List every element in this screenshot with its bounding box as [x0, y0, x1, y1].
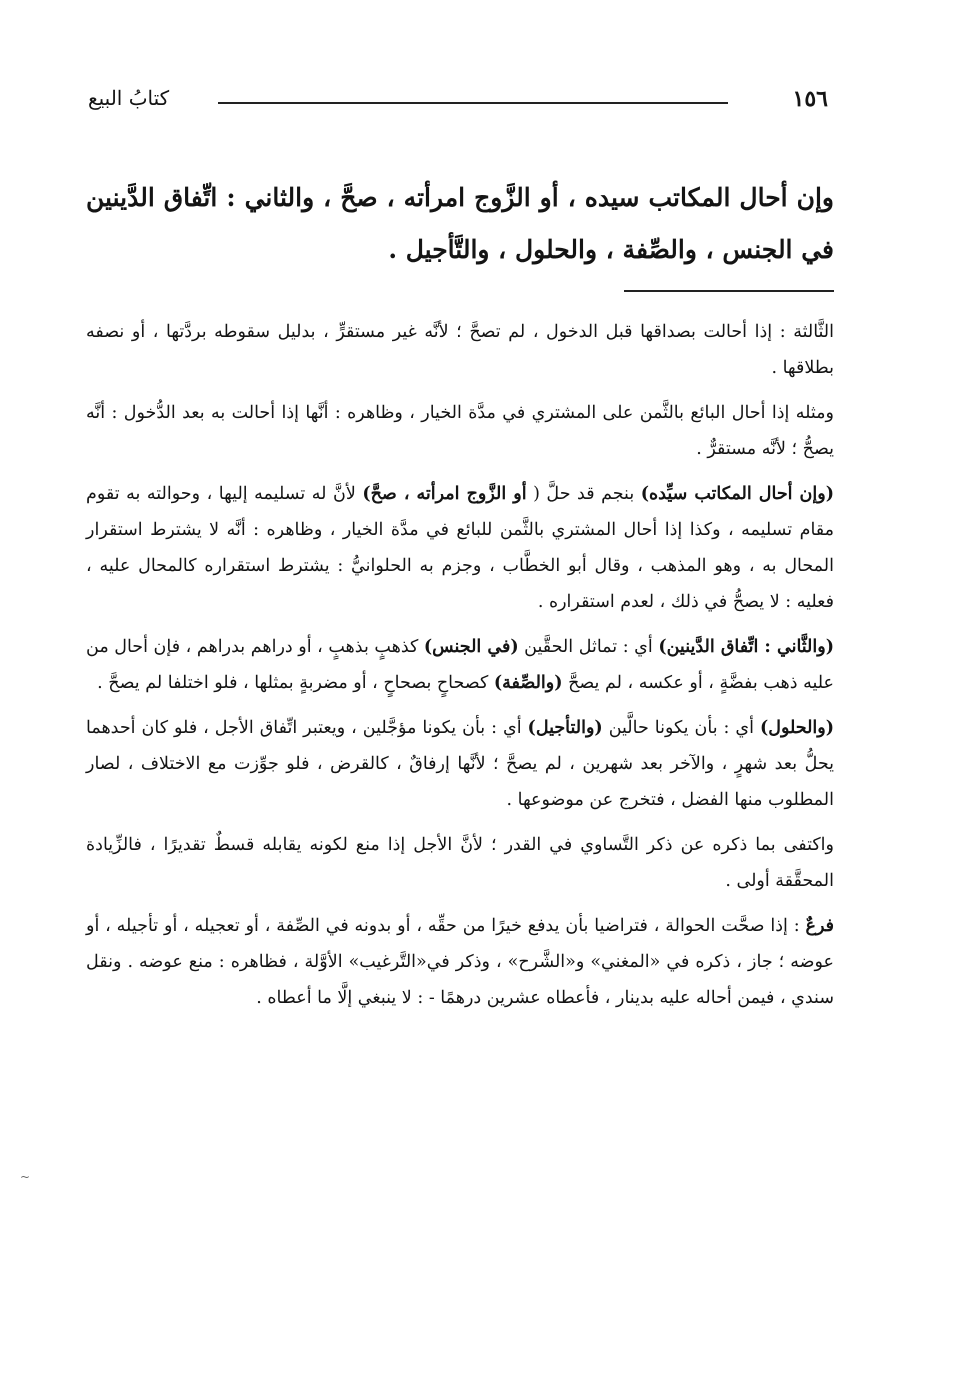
footnote-divider [624, 290, 834, 292]
commentary-paragraph-6: واكتفى بما ذكره عن ذكر التَّساوي في القدر ؛ لأنَّ الأجل إذا منع لكونه يقابله قسطٌ تقديرًا ، فالزِّيادة المحقَّقة أولى . [86, 835, 834, 891]
commentary-paragraph-1: الثَّالثة : إذا أحالت بصداقها قبل الدخول ، لم تصحَّ ؛ لأنَّه غير مستقرٍّ ، بدليل سقوطه بردَّتها ، أو نصفه بطلاقها . [86, 322, 834, 378]
matn-quote: (والتأجيل) [527, 718, 603, 738]
commentary-paragraph-3 [86, 476, 834, 620]
matn-quote: أو الزَّوج امرأته ، صحَّ) [362, 484, 527, 504]
running-header [88, 86, 828, 126]
margin-mark: ~ [20, 1170, 31, 1184]
book-title: كتابُ البيع [88, 86, 170, 110]
commentary-text: كذهبٍ بذهبٍ ، أو دراهم بدراهم ، فإن أحال من عليه ذهب بفضَّةٍ ، أو عكسه ، لم يصحَّ [86, 637, 834, 693]
main-text: وإن أحال المكاتب سيده ، أو الزَّوج امرأته ، صحَّ ، والثاني : اتِّفاق الدَّينين في الجنس ، والصِّفة ، والحلول ، والتَّأجيل . [86, 183, 834, 264]
commentary [86, 314, 834, 1025]
commentary-text: أي : تماثل الحقَّين [518, 637, 659, 657]
commentary-text: كصحاحٍ بصحاحٍ ، أو مضربةٍ بمثلها ، فلو اختلفا لم يصحَّ . [97, 673, 494, 693]
commentary-paragraph-5 [86, 710, 834, 818]
commentary-text: أي : بأن يكونا مؤجَّلين ، ويعتبر اتِّفاق الأجل ، فلو كان أحدهما يحلُّ بعد شهرٍ ، والآخر بعد شهرين ، لم يصحَّ ؛ لأنَّها إرفاقٌ ، كالقرض ، فلو جوِّزت مع الاختلاف ، لصار المطلوب منها الفضل ، فتخرج عن موضوعها . [86, 718, 834, 810]
matn-quote: (والصِّفة) [493, 673, 563, 693]
page-number: ١٥٦ [792, 86, 828, 112]
matn-quote: (وإن أحال المكاتب سيِّده) [640, 484, 835, 504]
branch-heading: فرعٌ [805, 916, 834, 936]
matn-quote: (والحلول) [759, 718, 835, 738]
matn-quote: (والثَّاني : اتِّفاق الدَّينين) [658, 637, 834, 657]
commentary-text: : إذا صحَّت الحوالة ، فتراضيا بأن يدفع خيرًا من حقِّه ، أو بدونه في الصِّفة ، أو تعجيله ، أو تأجيله ، أو عوضه ؛ جاز ، ذكره في «المغني» و«الشَّرح» ، وذكر في«التَّرغيب» الأوَّلة ، فظاهره : منع عوضه . ونقل سندي ، فيمن أحاله عليه بدينار ، فأعطاه عشرين درهمًا - : لا ينبغي إلَّا ما أعطاه . [86, 916, 834, 1008]
commentary-paragraph-2: ومثله إذا أحال البائع بالثَّمن على المشتري في مدَّة الخيار ، وظاهره : أنَّها إذا أحالت به بعد الدُّخول : أنَّه يصحُّ ؛ لأنَّه مستقرٌّ . [86, 403, 834, 459]
header-rule [218, 102, 728, 104]
commentary-text: بنجم قد حلَّ ( [526, 484, 641, 504]
commentary-text: لأنَّ له تسليمه إليها ، وحوالته به تقوم مقام تسليمه ، وكذا إذا أحال المشتري بالثَّمن للبائع في مدَّة الخيار ، وظاهره : أنَّه لا يشترط استقرار المحال به ، وهو المذهب ، وقال أبو الخطَّاب ، وجزم به الحلوانيُّ : يشترط استقراره كالمحال عليه ، فعليه : لا يصحُّ في ذلك ، لعدم استقراره . [86, 484, 834, 612]
commentary-paragraph-4 [86, 629, 834, 701]
commentary-paragraph-7 [86, 908, 834, 1016]
matn-quote: (في الجنس) [423, 637, 519, 657]
commentary-text: أي : بأن يكونا حالَّين [602, 718, 760, 738]
